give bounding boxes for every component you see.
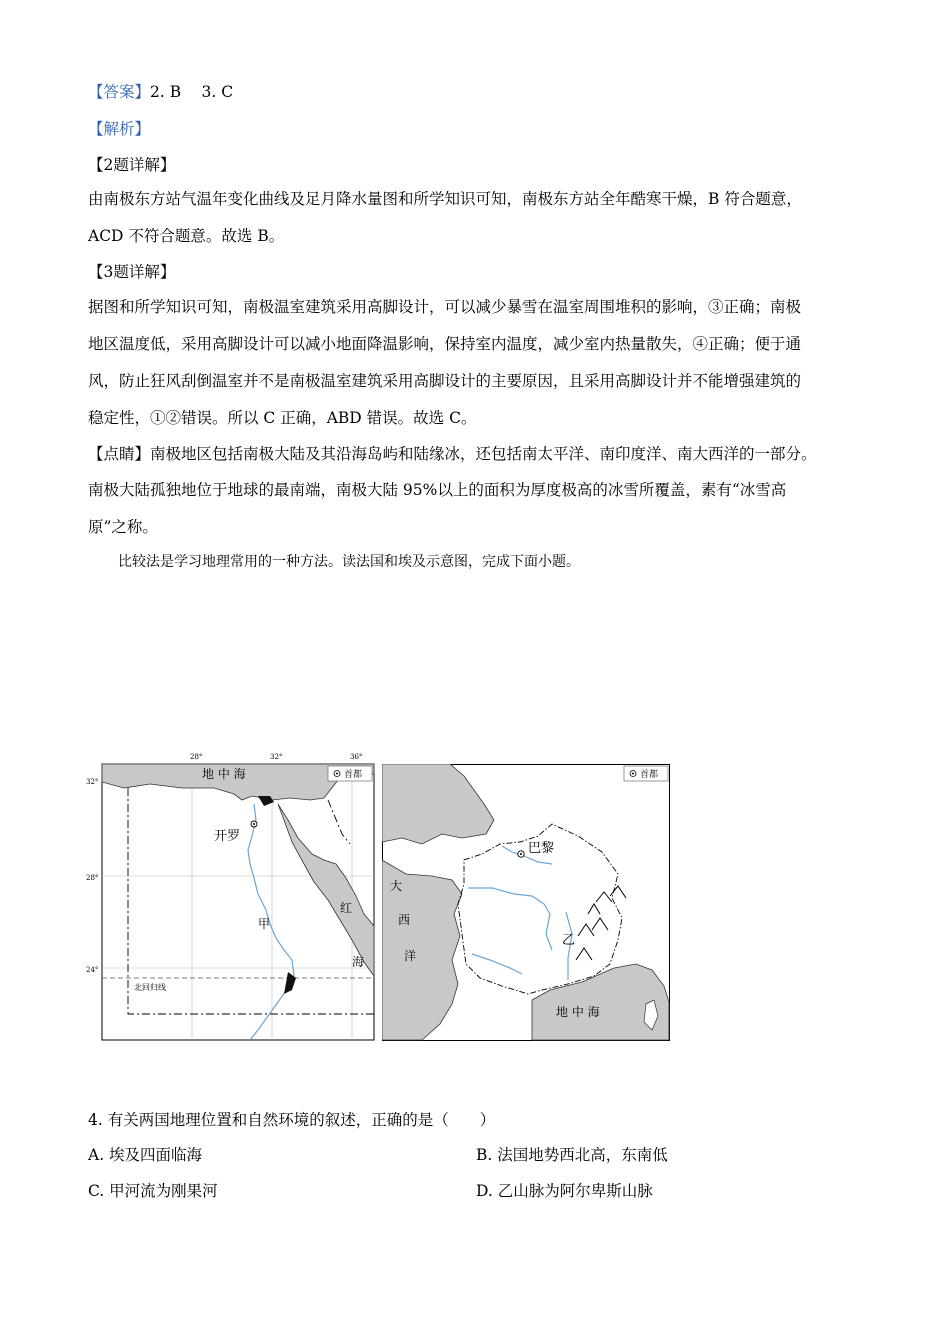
q4-stem: 4. 有关两国地理位置和自然环境的叙述，正确的是（ ） [88,1111,496,1129]
egypt-sea-label: 地 中 海 [202,767,246,781]
q3-heading: 【3题详解】 [88,263,176,281]
tip-tag: 【点睛】 [88,445,151,463]
tip-text-1: 南极地区包括南极大陆及其沿海岛屿和陆缘冰，还包括南太平洋、南印度洋、南大西洋的一部分。 [150,445,817,463]
lon-label-32: 32° [270,753,283,761]
tropic-label: 北回归线 [134,983,166,992]
q2-line-1: 由南极东方站气温年变化曲线及足月降水量图和所学知识可知，南极东方站全年酷寒干燥，B 符合题意， [88,190,802,208]
lat-label-28: 28° [86,874,99,882]
q4-option-b[interactable]: B. 法国地势西北高，东南低 [476,1146,668,1164]
lon-label-28: 28° [190,753,203,761]
egypt-map [80,748,380,1048]
mountain-label: 乙 [562,933,576,948]
q3-line-4: 稳定性，①②错误。所以 C 正确，ABD 错误。故选 C。 [88,409,477,427]
france-sea-label: 地 中 海 [556,1005,600,1019]
q2-heading: 【2题详解】 [88,156,176,174]
france-city-label: 巴黎 [528,841,555,856]
answer-line [88,80,233,102]
question-intro: 比较法是学习地理常用的一种方法。读法国和埃及示意图，完成下面小题。 [118,554,580,570]
q4-option-a[interactable]: A. 埃及四面临海 [88,1146,203,1164]
analysis-tag: 【解析】 [88,120,151,138]
lon-label-36: 36° [350,753,363,761]
tip-line-1 [88,442,817,464]
lat-label-32: 32° [86,778,99,786]
q4-option-c[interactable]: C. 甲河流为刚果河 [88,1182,218,1200]
ocean-label-1: 大 [390,879,403,893]
answer-text: 2. B 3. C [150,83,234,101]
answer-tag: 【答案】 [88,83,151,101]
ocean-label-3: 洋 [404,949,417,963]
red-sea-label-2: 海 [352,955,365,969]
egypt-legend-capital: 首都 [344,770,363,780]
q3-line-3: 风，防止狂风刮倒温室并不是南极温室建筑采用高脚设计的主要原因，且采用高脚设计并不能增强建筑的 [88,372,802,390]
lat-label-24: 24° [86,966,99,974]
tip-line-3: 原”之称。 [88,518,158,536]
q4-option-d[interactable]: D. 乙山脉为阿尔卑斯山脉 [476,1182,653,1200]
tip-line-2: 南极大陆孤独地位于地球的最南端，南极大陆 95%以上的面积为厚度极高的冰雪所覆盖，素有“冰雪高 [88,481,787,499]
france-map [382,764,672,1046]
france-legend-capital: 首都 [640,770,659,780]
red-sea-label-1: 红 [340,901,353,915]
egypt-river-label: 甲 [258,917,271,931]
ocean-label-2: 西 [398,913,411,927]
q3-line-1: 据图和所学知识可知，南极温室建筑采用高脚设计，可以减少暴雪在温室周围堆积的影响，③正确；南极 [88,298,802,316]
q2-line-2: ACD 不符合题意。故选 B。 [88,227,285,245]
q3-line-2: 地区温度低，采用高脚设计可以减小地面降温影响，保持室内温度，减少室内热量散失，④正确；便于通 [88,335,802,353]
egypt-city-label: 开罗 [214,829,241,844]
